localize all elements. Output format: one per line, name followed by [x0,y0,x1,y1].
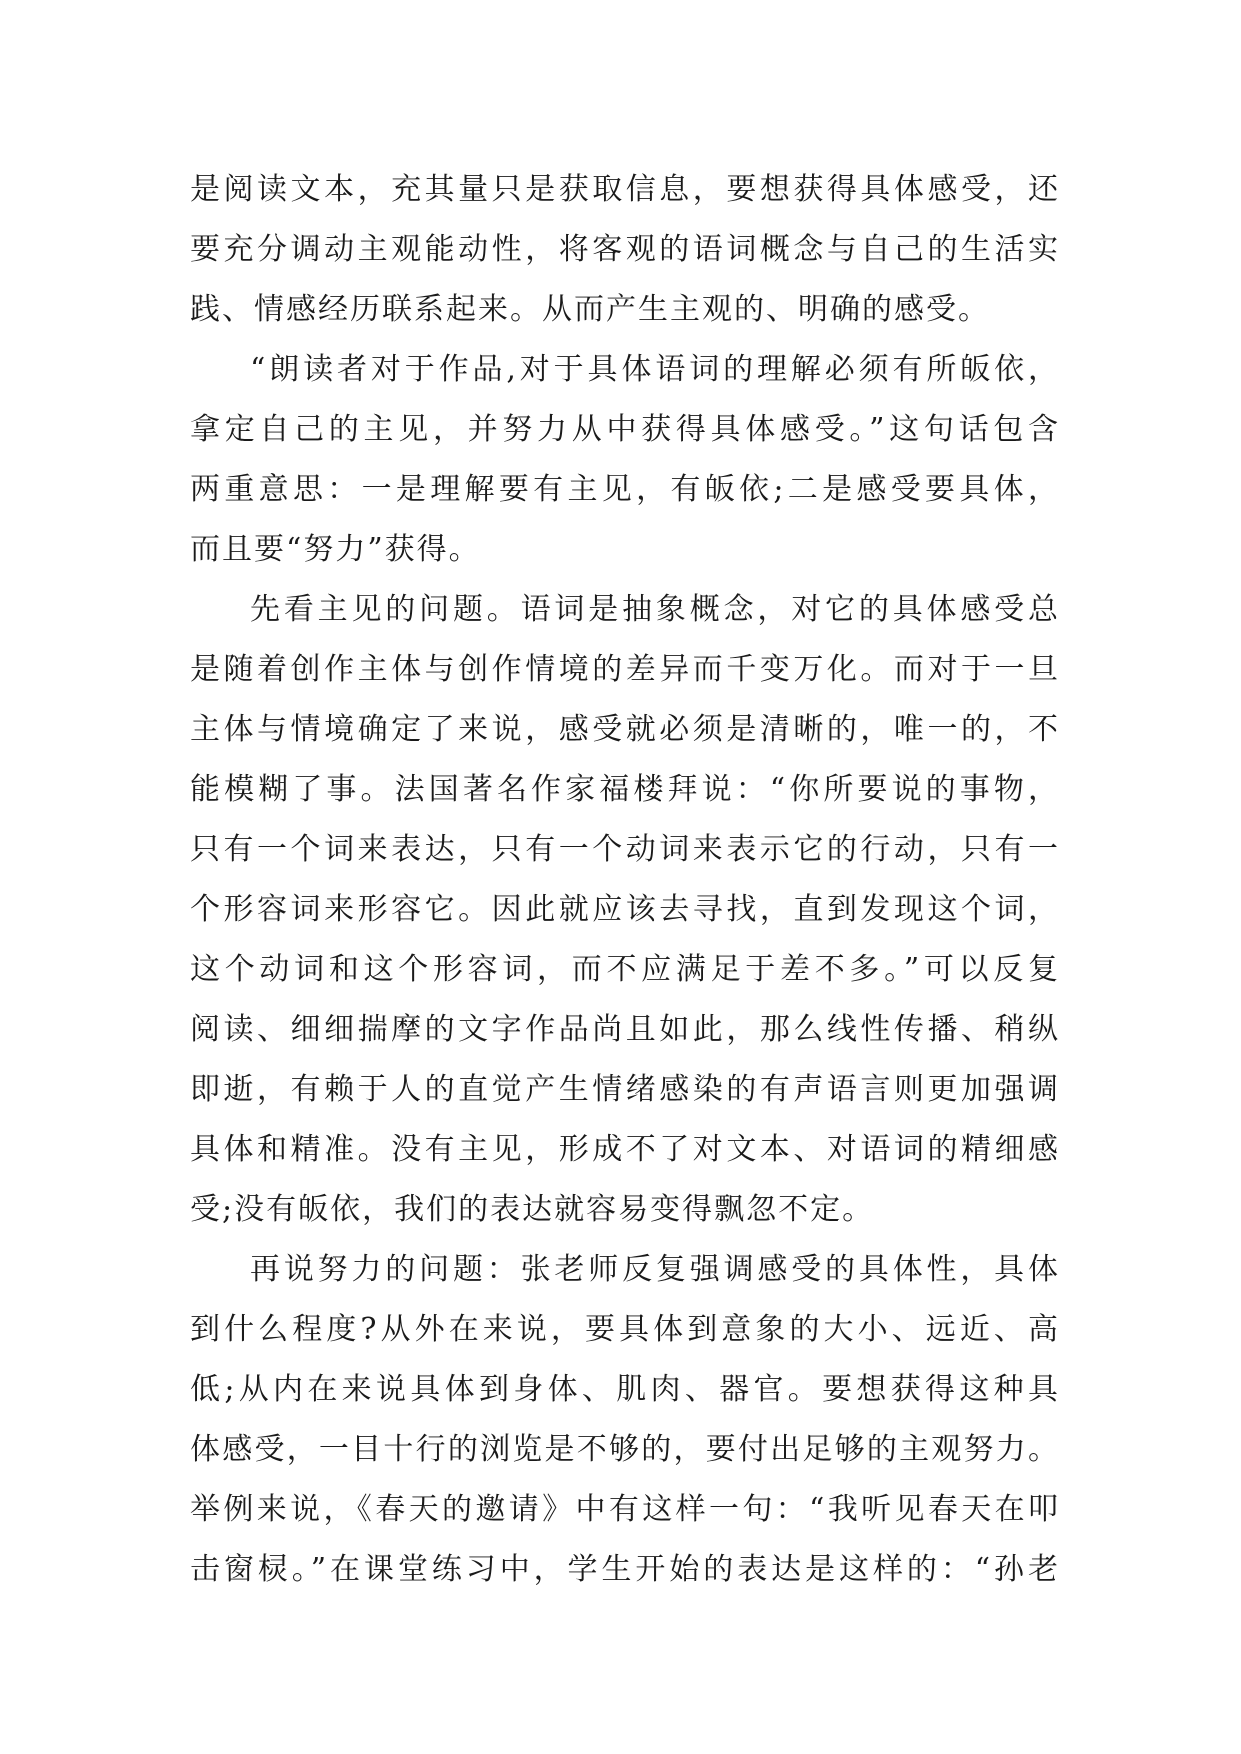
text-line: 举例来说，《春天的邀请》中有这样一句：“我听见春天在叩 [190,1492,1060,1527]
text-line: 拿定自己的主见，并努力从中获得具体感受。”这句话包含 [190,412,1060,447]
text-line: 具体和精准。没有主见，形成不了对文本、对语词的精细感 [190,1132,1060,1167]
text-line: 是随着创作主体与创作情境的差异而千变万化。而对于一旦 [190,652,1060,687]
text-line: 低;从内在来说具体到身体、肌肉、器官。要想获得这种具 [190,1372,1060,1407]
text-line: 能模糊了事。法国著名作家福楼拜说：“你所要说的事物， [190,772,1060,807]
text-line: 是阅读文本，充其量只是获取信息，要想获得具体感受，还 [190,172,1060,207]
text-line: 击窗棂。”在课堂练习中，学生开始的表达是这样的：“孙老 [190,1552,1060,1587]
text-line: 阅读、细细揣摩的文字作品尚且如此，那么线性传播、稍纵 [190,1012,1060,1047]
text-line: 到什么程度?从外在来说，要具体到意象的大小、远近、高 [190,1312,1060,1347]
paragraph-first-line: “朗读者对于作品,对于具体语词的理解必须有所皈依， [250,352,1060,387]
text-line: 而且要“努力”获得。 [190,532,481,567]
text-line: 体感受，一目十行的浏览是不够的，要付出足够的主观努力。 [190,1432,1060,1467]
text-line: 主体与情境确定了来说，感受就必须是清晰的，唯一的，不 [190,712,1060,747]
text-line: 只有一个词来表达，只有一个动词来表示它的行动，只有一 [190,832,1060,867]
text-line: 两重意思：一是理解要有主见，有皈依;二是感受要具体， [190,472,1060,507]
text-line: 要充分调动主观能动性，将客观的语词概念与自己的生活实 [190,232,1060,267]
text-line: 践、情感经历联系起来。从而产生主观的、明确的感受。 [190,292,990,327]
text-line: 即逝，有赖于人的直觉产生情绪感染的有声语言则更加强调 [190,1072,1060,1107]
paragraph-first-line: 先看主见的问题。语词是抽象概念，对它的具体感受总 [250,592,1060,627]
text-line: 受;没有皈依，我们的表达就容易变得飘忽不定。 [190,1192,875,1227]
document-body [190,160,1060,1600]
text-line: 个形容词来形容它。因此就应该去寻找，直到发现这个词， [190,892,1060,927]
paragraph-first-line: 再说努力的问题：张老师反复强调感受的具体性，具体 [250,1252,1060,1287]
text-line: 这个动词和这个形容词，而不应满足于差不多。”可以反复 [190,952,1060,987]
